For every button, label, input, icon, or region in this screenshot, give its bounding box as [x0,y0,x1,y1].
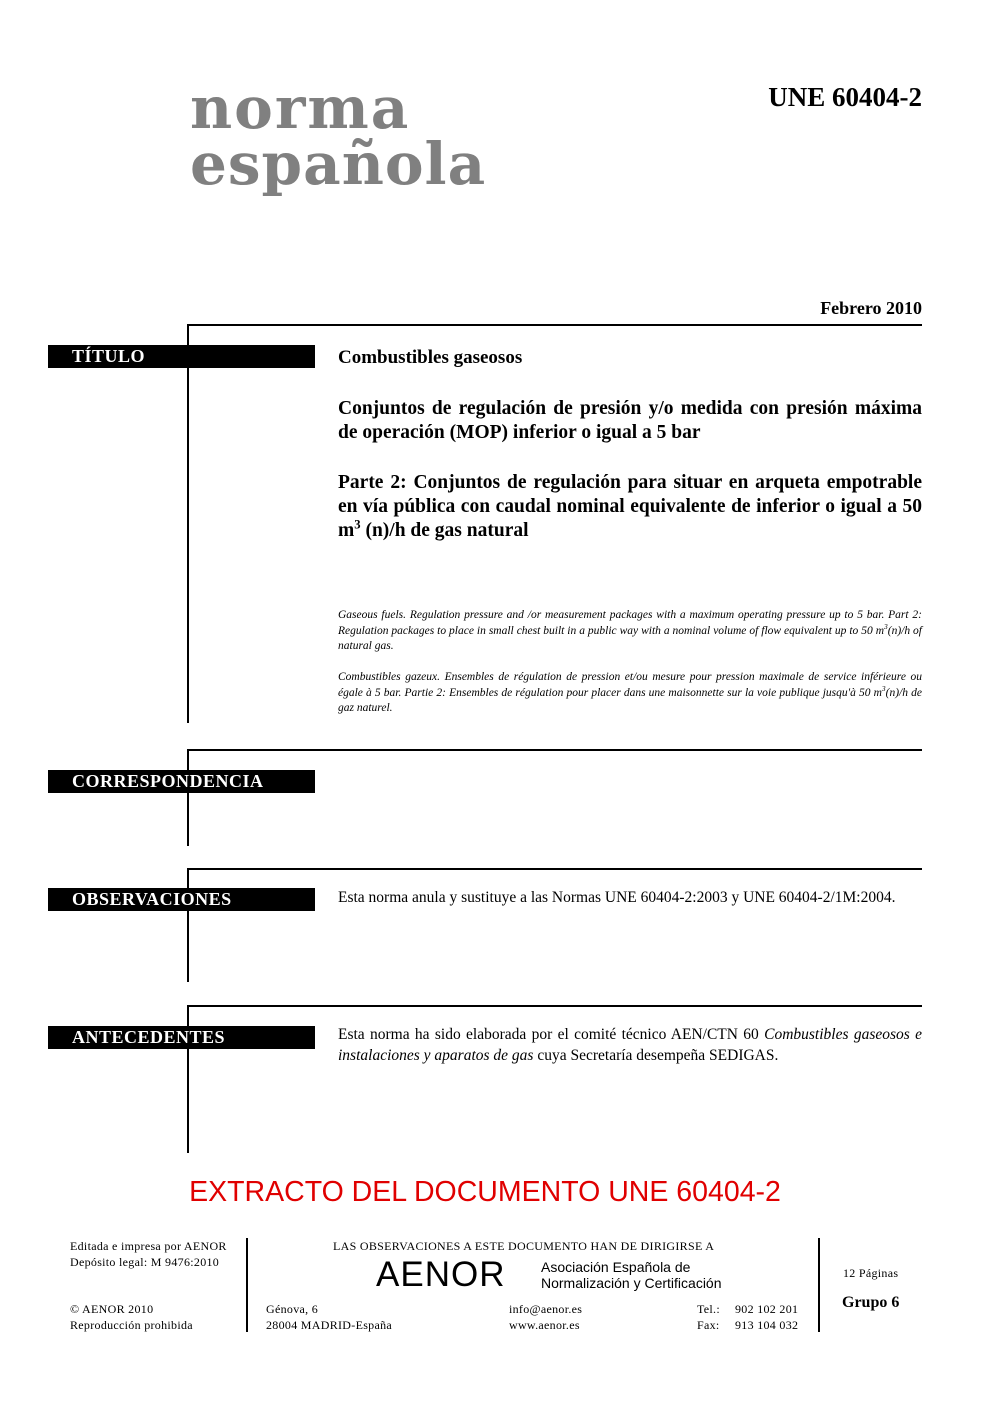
titulo-left-rule [187,324,189,723]
brand-line-2: española [190,130,487,198]
footer-observations-heading: LAS OBSERVACIONES A ESTE DOCUMENTO HAN DE DIRIGIRSE A [333,1239,715,1253]
title-subtitle-2 [338,471,922,543]
title-main: Combustibles gaseosos [338,347,523,368]
title-subtitle-1: Conjuntos de regulación de presión y/o medida con presión máxima de operación (MOP) inferior o igual a 5 bar [338,398,922,443]
title-french-sup: 3 [881,683,886,693]
observaciones-left-rule [187,868,189,982]
footer-email-link[interactable]: info@aenor.es [509,1302,583,1316]
title-french [338,670,922,717]
footer-divider-right [818,1238,820,1332]
title-subtitle-2-text: Parte 2: Conjuntos de regulación para situar en arqueta empotrable en vía pública con caudal nominal equivalente de inferior o igual a 50 m [338,472,922,541]
aenor-logo-subtitle-1: Asociación Española de [541,1259,691,1275]
footer-page-count: 12 Páginas [843,1266,899,1280]
footer-phone-values [735,1301,798,1333]
observaciones-text: Esta norma anula y sustituye a las Normas UNE 60404-2:2003 y UNE 60404-2/1M:2004. [338,889,896,906]
title-french-text: Combustibles gazeux. Ensembles de régulation de pression et/ou mesure pour pression maximale de service inférieure ou égale à 5 bar. Partie 2: Ensembles de régulation pour placer dans une maisonnette sur la voie publique jusqu'à 50 m [338,671,922,699]
title-english-text: Gaseous fuels. Regulation pressure and /or measurement packages with a maximum operating pressure up to 5 bar. Part 2: Regulation packages to place in small chest built in a public way with a nominal volume of flow equivalent up to 50 m [338,609,922,637]
footer-phone-labels [697,1301,720,1333]
title-english [338,608,922,655]
correspondencia-label: CORRESPONDENCIA [48,770,315,793]
footer-web-link[interactable]: www.aenor.es [509,1318,580,1332]
footer-copyright [70,1301,193,1333]
footer-tel-label: Tel.: [697,1302,720,1316]
footer-contact-online [509,1301,582,1333]
antecedentes-text-start: Esta norma ha sido elaborada por el comité técnico AEN/CTN 60 [338,1026,765,1043]
footer-edited-line-1: Editada e impresa por AENOR [70,1239,227,1253]
title-english-tail: (n)/h of natural gas. [338,624,922,652]
title-subtitle-2-tail: (n)/h de gas natural [360,520,529,541]
footer-address-line-1: Génova, 6 [266,1302,319,1316]
antecedentes-top-rule [187,1005,922,1007]
antecedentes-label: ANTECEDENTES [48,1026,315,1049]
footer-price-group: Grupo 6 [842,1294,900,1311]
footer-legal-deposit: Depósito legal: M 9476:2010 [70,1255,220,1269]
footer-copyright-line-1: © AENOR 2010 [70,1302,154,1316]
brand-heading [190,74,487,198]
correspondencia-left-rule [187,749,189,846]
title-subtitle-2-sup: 3 [354,517,361,532]
extract-banner: EXTRACTO DEL DOCUMENTO UNE 60404-2 [189,1176,781,1208]
standard-number: UNE 60404-2 [768,82,922,112]
antecedentes-text-end: cuya Secretaría desempeña SEDIGAS. [533,1047,779,1064]
footer-tel-value: 902 102 201 [735,1302,799,1316]
correspondencia-top-rule [187,749,922,751]
titulo-label: TÍTULO [48,345,315,368]
antecedentes-text [338,1024,922,1066]
footer-address-line-2: 28004 MADRID-España [266,1318,393,1332]
footer-fax-value: 913 104 032 [735,1318,799,1332]
footer-address [266,1301,392,1333]
publication-date: Febrero 2010 [820,298,922,318]
footer-fax-label: Fax: [697,1318,720,1332]
aenor-logo-subtitle [541,1259,722,1291]
title-english-sup: 3 [884,621,888,631]
footer-copyright-line-2: Reproducción prohibida [70,1318,193,1332]
title-french-tail: (n)/h de gaz naturel. [338,686,922,714]
aenor-logo: AENOR [376,1255,506,1294]
titulo-top-rule [187,324,922,326]
footer-divider-left [246,1238,248,1332]
observaciones-top-rule [187,868,922,870]
antecedentes-committee-name: Combustibles gaseosos e instalaciones y aparatos de gas [338,1026,923,1064]
observaciones-label: OBSERVACIONES [48,888,315,911]
footer-edited-by [70,1238,227,1270]
brand-line-1: norma [190,74,411,142]
aenor-logo-subtitle-2: Normalización y Certificación [541,1275,722,1291]
